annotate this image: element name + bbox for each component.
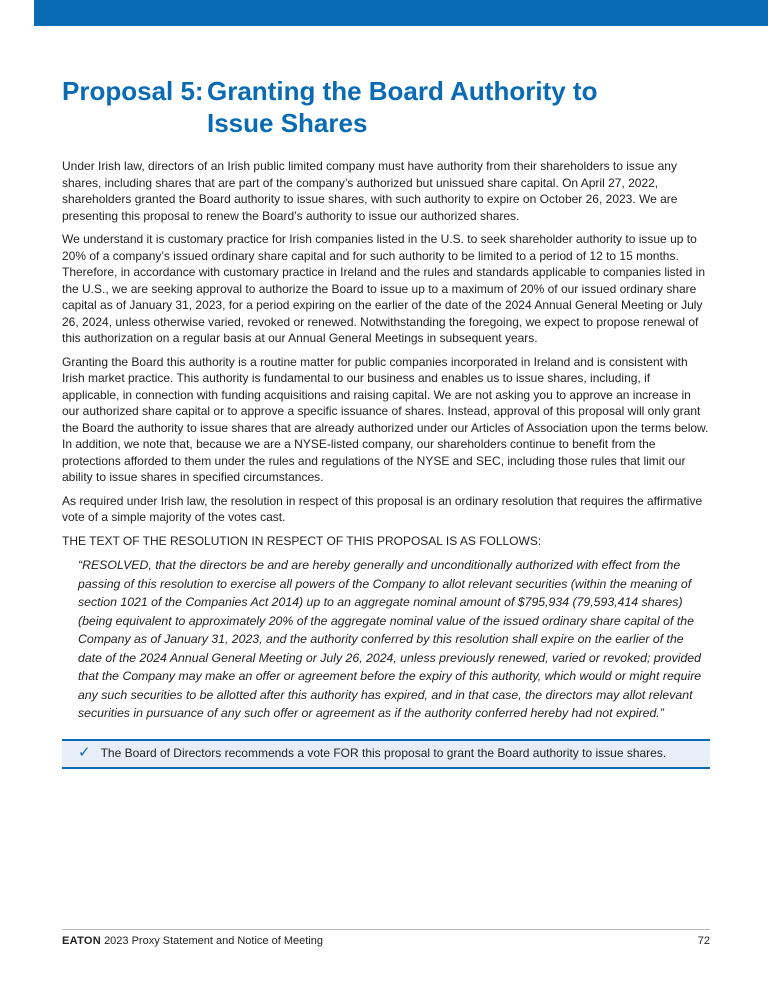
- checkmark-icon: ✓: [78, 744, 91, 762]
- resolution-heading: THE TEXT OF THE RESOLUTION IN RESPECT OF THIS PROPOSAL IS AS FOLLOWS:: [62, 533, 542, 548]
- page-footer: [62, 929, 710, 947]
- paragraph-irish-law: Under Irish law, directors of an Irish public limited company must have authority from their shareholders to issue any shares, including shares that are part of the company’s authorized but unissued share capital. On April 27, 2022, shareholders granted the Board authority to issue shares, with such authority to expire on October 26, 2023. We are presenting this proposal to renew the Board’s authority to issue our authorized shares.: [62, 159, 678, 223]
- body-content: [62, 158, 710, 769]
- footer-brand: EATON: [62, 935, 101, 947]
- top-banner: [34, 0, 768, 26]
- footer-doc-title: 2023 Proxy Statement and Notice of Meeting: [104, 935, 323, 947]
- resolution-text: “RESOLVED, that the directors be and are hereby generally and unconditionally authorized with effect from the passing of this resolution to exercise all powers of the Company to allot relevant securities (within the meaning of section 1021 of the Companies Act 2014) up to an aggregate nominal amount of $795,934 (79,593,414 shares) (being equivalent to approximately 20% of the aggregate nominal value of the issued ordinary share capital of the Company as of January 31, 2023, and the authority conferred by this resolution shall expire on the earlier of the date of the 2024 Annual General Meeting or July 26, 2024, unless previously renewed, varied or revoked; provided that the Company may make an offer or agreement before the expiry of this authority, which would or might require any such securities to be allotted after this authority has expired, and in that case, the directors may allot relevant securities in pursuance of any such offer or agreement as if the authority conferred hereby had not expired.”: [78, 558, 702, 720]
- recommendation-text: The Board of Directors recommends a vote FOR this proposal to grant the Board authority to issue shares.: [100, 746, 667, 761]
- paragraph-customary-practice: We understand it is customary practice for Irish companies listed in the U.S. to seek shareholder authority to issue up to 20% of a company’s issued ordinary share capital and for such authority to be limited to a period of 12 to 15 months. Therefore, in accordance with customary practice in Ireland and the rules and standards applicable to companies listed in the U.S., we are seeking approval to authorize the Board to issue up to a maximum of 20% of our issued ordinary share capital as of January 31, 2023, for a period expiring on the earlier of the date of the 2024 Annual General Meeting or July 26, 2024, unless otherwise varied, revoked or renewed. Notwithstanding the foregoing, we expect to propose renewal of this authorization on a regular basis at our Annual General Meetings in subsequent years.: [62, 232, 706, 345]
- recommendation-box: [62, 739, 710, 769]
- proposal-title: Granting the Board Authority to Issue Shares: [207, 76, 598, 138]
- footer-title: [62, 935, 323, 947]
- paragraph-ordinary-resolution: As required under Irish law, the resolution in respect of this proposal is an ordinary resolution that requires the affirmative vote of a simple majority of the votes cast.: [62, 493, 703, 524]
- proposal-number: Proposal 5:: [62, 76, 204, 106]
- page-number: 72: [697, 935, 710, 947]
- page-title: [62, 75, 627, 139]
- paragraph-routine-matter: Granting the Board this authority is a routine matter for public companies incorporated in Ireland and is consistent with Irish market practice. This authority is fundamental to our business and enables us to issue shares, including, if applicable, in connection with funding acquisitions and raising capital. We are not asking you to approve an increase in our authorized share capital or to approve a specific issuance of shares. Instead, approval of this proposal will only grant the Board the authority to issue shares that are already authorized under our Articles of Association upon the terms below. In addition, we note that, because we are a NYSE-listed company, our shareholders continue to benefit from the protections afforded to them under the rules and regulations of the NYSE and SEC, including those rules that limit our ability to issue shares in specified circumstances.: [62, 354, 709, 484]
